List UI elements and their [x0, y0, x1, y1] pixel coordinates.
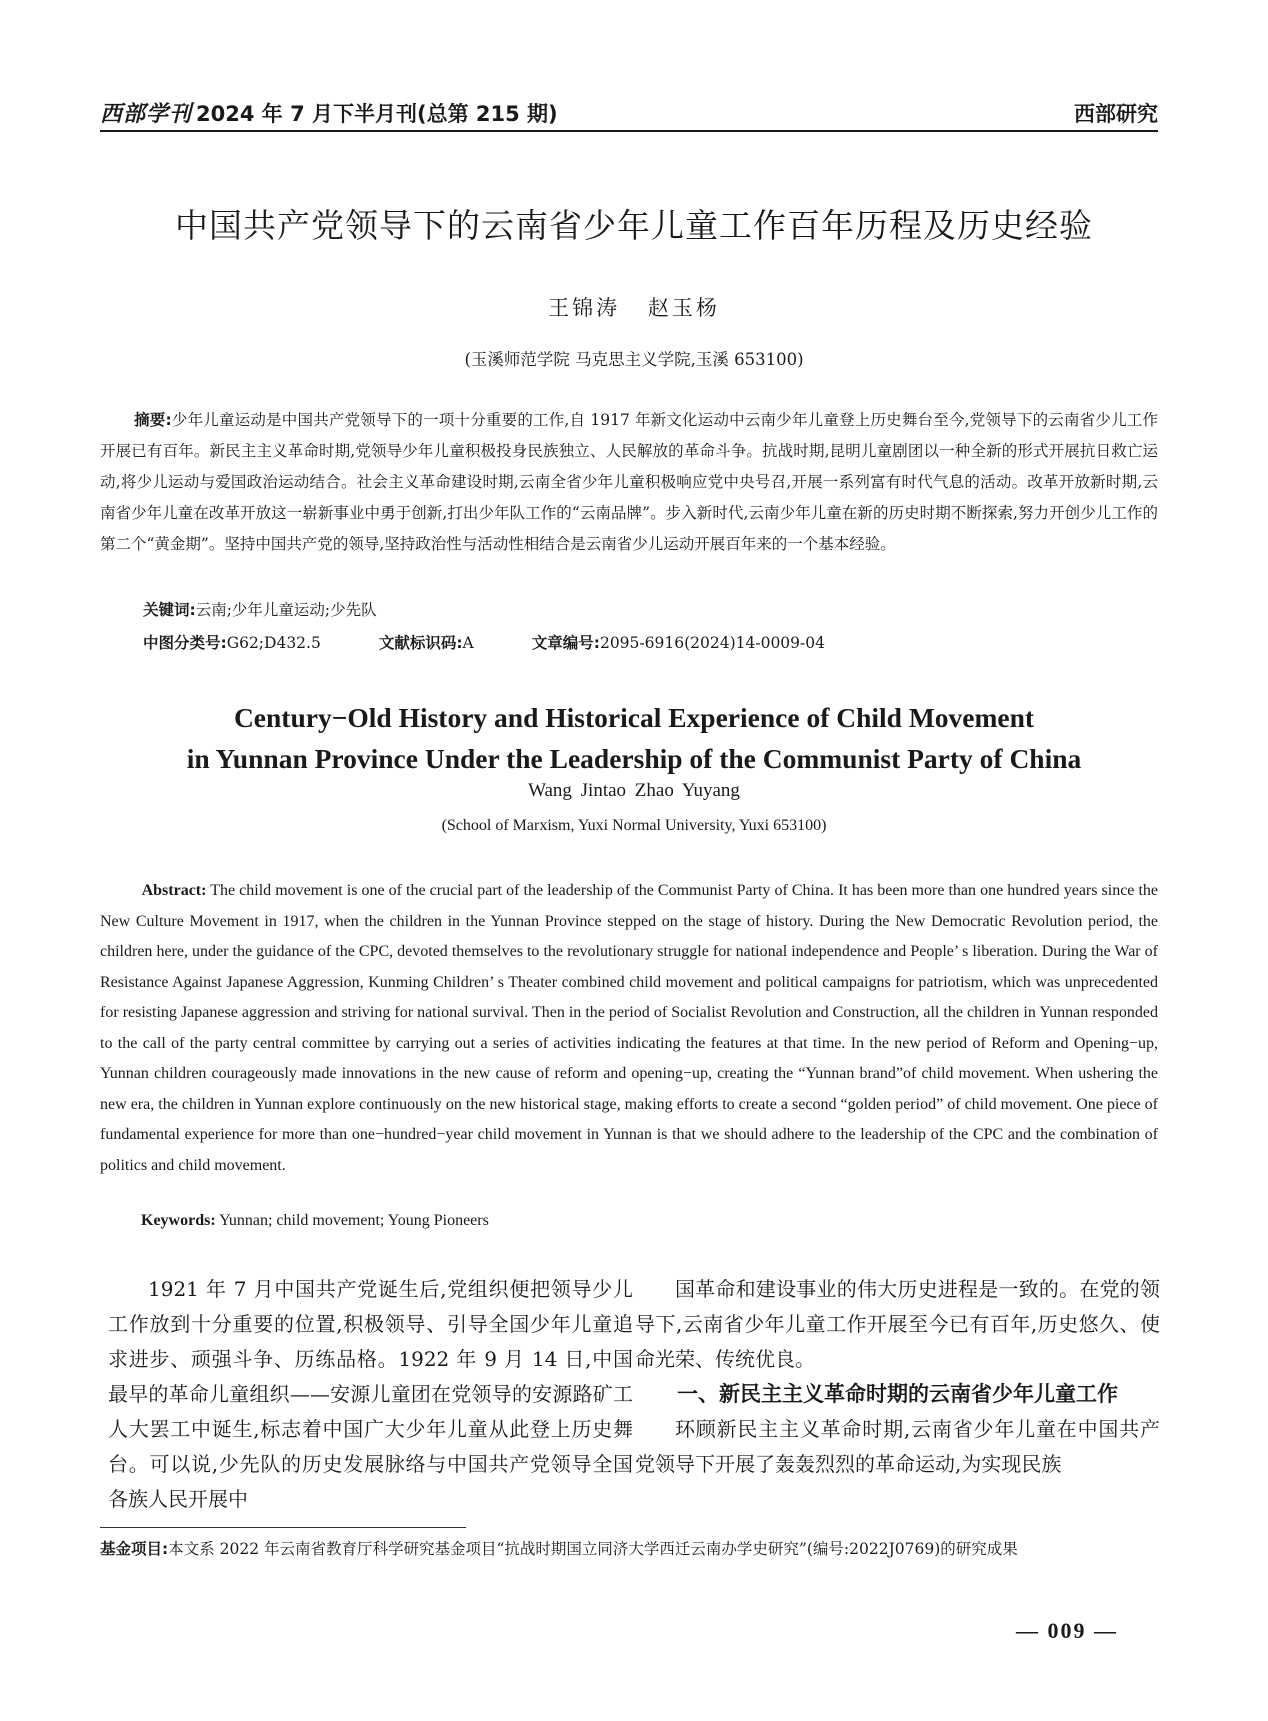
- header-left: [100, 97, 558, 128]
- journal-logo: 西部学刊: [100, 101, 193, 127]
- zh-keywords: [143, 598, 377, 620]
- body-column-right: [635, 1272, 1160, 1482]
- body-paragraph: 环顾新民主主义革命时期,云南省少年儿童在中国共产党领导下开展了轰轰烈烈的革命运动,为实现民族: [635, 1417, 1160, 1476]
- zh-abstract-label: 摘要:: [134, 411, 172, 429]
- en-authors: Wang Jintao Zhao Yuyang: [528, 780, 740, 801]
- zh-keywords-text: 云南;少年儿童运动;少先队: [195, 601, 377, 619]
- zh-authors: 王锦涛 赵玉杨: [548, 296, 720, 320]
- zh-title: 中国共产党领导下的云南省少年儿童工作百年历程及历史经验: [175, 206, 1093, 245]
- page-number: — 009 —: [1016, 1618, 1118, 1643]
- en-keywords-text: Yunnan; child movement; Young Pioneers: [215, 1212, 489, 1229]
- section-heading: 一、新民主主义革命时期的云南省少年儿童工作: [677, 1382, 1118, 1406]
- issue-info: 2024 年 7 月下半月刊(总第 215 期): [196, 102, 558, 126]
- footnote-label: 基金项目:: [100, 1540, 169, 1558]
- body-paragraph: 国革命和建设事业的伟大历史进程是一致的。在党的领导下,云南省少年儿童工作开展至今已有百年,历史悠久、使命光荣、传统优良。: [635, 1277, 1160, 1371]
- zh-affiliation: (玉溪师范学院 马克思主义学院,玉溪 653100): [464, 350, 804, 369]
- doc-code-item: [379, 631, 474, 653]
- footnote-text: 本文系 2022 年云南省教育厅科学研究基金项目“抗战时期国立同济大学西迁云南办学史研究”(编号:2022J0769)的研究成果: [168, 1540, 1018, 1558]
- clc-value: G62;D432.5: [226, 634, 321, 652]
- en-keywords: [141, 1212, 489, 1230]
- en-abstract-label: Abstract:: [141, 882, 207, 899]
- footnote-rule: [100, 1527, 466, 1528]
- en-keywords-label: Keywords:: [141, 1212, 216, 1229]
- body-column-left: [108, 1272, 633, 1517]
- en-title-line2: in Yunnan Province Under the Leadership of the Communist Party of China: [186, 743, 1082, 774]
- zh-abstract: [100, 405, 1158, 560]
- en-title: [0, 697, 1268, 779]
- footnote: [100, 1534, 1158, 1564]
- article-no-value: 2095-6916(2024)14-0009-04: [599, 634, 825, 652]
- doc-code-value: A: [462, 634, 474, 652]
- en-abstract-text: The child movement is one of the crucial part of the leadership of the Communist Party of China. It has been more than one hundred years since the New Culture Movement in 1917, when the children in the Yunnan Province stepped on the stage of history. During the New Democratic Revolution period, the children here, under the guidance of the CPC, devoted themselves to the revolutionary struggle for national independence and People’ s liberation. During the War of Resistance Against Japanese Aggression, Kunming Children’ s Theater combined child movement and political campaigns for patriotism, which was unprecedented for resisting Japanese aggression and striving for national survival. Then in the period of Socialist Revolution and Construction, all the children in Yunnan responded to the call of the party central committee by carrying out a series of activities indicating the features at that time. In the new period of Reform and Opening−up, Yunnan children courageously made innovations in the new cause of reform and opening−up, creating the “Yunnan brand”of child movement. When ushering the new era, the children in Yunnan explore continuously on the new historical stage, making efforts to create a second “golden period” of child movement. One piece of fundamental experience for more than one−hundred−year child movement in Yunnan is that we should adhere to the leadership of the CPC and the combination of politics and child movement.: [100, 882, 1158, 1174]
- doc-code-label: 文献标识码:: [378, 634, 463, 652]
- clc-label: 中图分类号:: [143, 634, 227, 652]
- en-abstract: [100, 876, 1158, 1181]
- en-title-line1: Century−Old History and Historical Experience of Child Movement: [233, 702, 1035, 733]
- header-rule: [100, 130, 1158, 132]
- article-no-label: 文章编号:: [531, 634, 600, 652]
- clc-item: [143, 631, 321, 653]
- article-no-item: [532, 631, 825, 653]
- en-affiliation: (School of Marxism, Yuxi Normal University, Yuxi 653100): [441, 817, 827, 834]
- zh-keywords-label: 关键词:: [143, 601, 196, 619]
- zh-abstract-text: 少年儿童运动是中国共产党领导下的一项十分重要的工作,自 1917 年新文化运动中云南少年儿童登上历史舞台至今,党领导下的云南省少儿工作开展已有百年。新民主主义革命时期,党领导少年儿童积极投身民族独立、人民解放的革命斗争。抗战时期,昆明儿童剧团以一种全新的形式开展抗日救亡运动,将少儿运动与爱国政治运动结合。社会主义革命建设时期,云南全省少年儿童积极响应党中央号召,开展一系列富有时代气息的活动。改革开放新时期,云南省少年儿童在改革开放这一崭新事业中勇于创新,打出少年队工作的“云南品牌”。步入新时代,云南少年儿童在新的历史时期不断探索,努力开创少儿工作的第二个“黄金期”。坚持中国共产党的领导,坚持政治性与活动性相结合是云南省少儿运动开展百年来的一个基本经验。: [100, 411, 1158, 553]
- body-paragraph: 1921 年 7 月中国共产党诞生后,党组织便把领导少儿工作放到十分重要的位置,积极领导、引导全国少年儿童追求进步、顽强斗争、历练品格。1922 年 9 月 14 日,中国最早的革命儿童组织——安源儿童团在党领导的安源路矿工人大罢工中诞生,标志着中国广大少年儿童从此登上历史舞台。可以说,少先队的历史发展脉络与中国共产党领导全国各族人民开展中: [108, 1277, 633, 1511]
- section-name: 西部研究: [1074, 102, 1158, 126]
- zh-meta: [143, 631, 943, 653]
- running-header: [100, 88, 1158, 128]
